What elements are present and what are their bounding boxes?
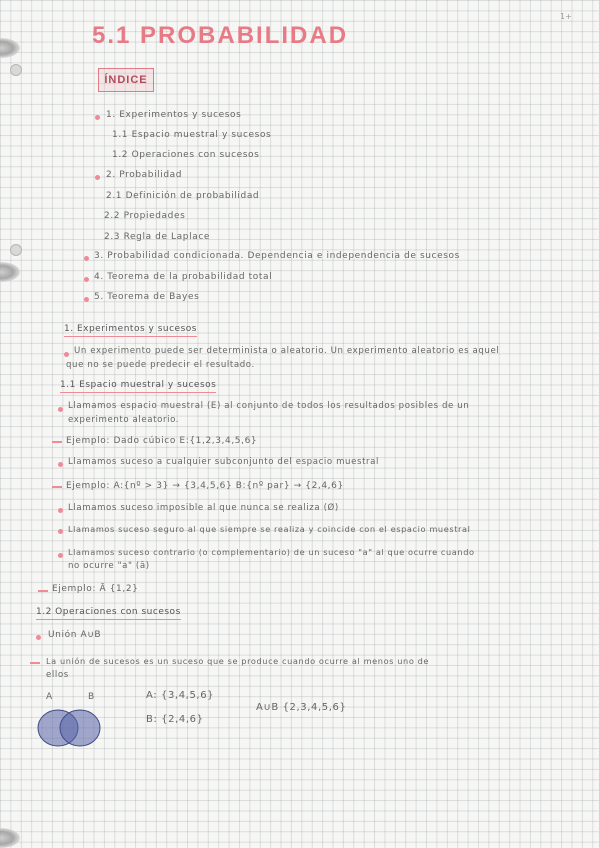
punch-hole <box>10 244 22 256</box>
body-text: Llamamos suceso contrario (o complementario) de un suceso "a" al que ocurre cuando <box>68 547 475 557</box>
index-item: 1.1 Espacio muestral y sucesos <box>112 130 272 140</box>
union-label: Unión A∪B <box>48 630 102 640</box>
section-heading-experiments: 1. Experimentos y sucesos <box>64 324 197 337</box>
dash-icon <box>38 590 48 592</box>
section-heading-sample-space: 1.1 Espacio muestral y sucesos <box>60 380 216 393</box>
example-text: Ejemplo: Ā {1,2} <box>52 584 139 594</box>
body-text: no ocurre "a" (ā) <box>68 561 150 571</box>
bullet-icon <box>36 635 41 640</box>
index-item: 1.2 Operaciones con sucesos <box>112 150 260 160</box>
index-item: 2.2 Propiedades <box>104 211 186 221</box>
dash-icon <box>30 662 40 664</box>
set-b: B: {2,4,6} <box>146 714 204 725</box>
index-item: 4. Teorema de la probabilidad total <box>94 272 273 282</box>
bullet-icon <box>84 256 89 261</box>
example-text: Ejemplo: Dado cúbico E:{1,2,3,4,5,6} <box>66 436 258 446</box>
bullet-icon <box>84 277 89 282</box>
index-item: 1. Experimentos y sucesos <box>106 110 242 120</box>
body-text: Un experimento puede ser determinista o aleatorio. Un experimento aleatorio es aquel <box>74 346 500 356</box>
binder-ring-top <box>0 38 20 58</box>
binder-ring-middle <box>0 262 20 282</box>
index-item: 3. Probabilidad condicionada. Dependencia e independencia de sucesos <box>94 251 460 261</box>
example-text: Ejemplo: A:{nº > 3} → {3,4,5,6} B:{nº par} → {2,4,6} <box>66 481 344 491</box>
body-text: ellos <box>46 670 69 680</box>
index-item: 5. Teorema de Bayes <box>94 292 200 302</box>
body-text: Llamamos suceso seguro al que siempre se realiza y coincide con el espacio muestral <box>68 524 471 534</box>
index-heading: ÍNDICE <box>98 68 154 92</box>
bullet-icon <box>58 553 63 558</box>
punch-hole <box>10 64 22 76</box>
bullet-icon <box>95 175 100 180</box>
bullet-icon <box>58 529 63 534</box>
venn-diagram-union <box>36 706 106 750</box>
dash-icon <box>52 486 62 488</box>
bullet-icon <box>84 297 89 302</box>
dash-icon <box>52 441 62 443</box>
index-item: 2.1 Definición de probabilidad <box>106 191 260 201</box>
page-corner-mark: 1+ <box>560 12 572 21</box>
body-text: La unión de sucesos es un suceso que se produce cuando ocurre al menos uno de <box>46 656 430 666</box>
body-text: experimento aleatorio. <box>68 415 180 425</box>
binder-ring-bottom <box>0 828 20 848</box>
index-item: 2.3 Regla de Laplace <box>104 232 211 242</box>
venn-label-a: A <box>46 692 53 702</box>
body-text: Llamamos suceso a cualquier subconjunto del espacio muestral <box>68 457 380 467</box>
bullet-icon <box>64 352 69 357</box>
set-union: A∪B {2,3,4,5,6} <box>256 702 347 713</box>
page-title: 5.1 PROBABILIDAD <box>92 22 349 49</box>
index-item: 2. Probabilidad <box>106 170 183 180</box>
bullet-icon <box>95 115 100 120</box>
bullet-icon <box>58 508 63 513</box>
bullet-icon <box>58 407 63 412</box>
body-text: Llamamos espacio muestral (E) al conjunto de todos los resultados posibles de un <box>68 401 470 411</box>
set-a: A: {3,4,5,6} <box>146 690 215 701</box>
section-heading-operations: 1.2 Operaciones con sucesos <box>36 607 181 620</box>
body-text: que no se puede predecir el resultado. <box>66 360 255 370</box>
venn-label-b: B <box>88 692 95 702</box>
body-text: Llamamos suceso imposible al que nunca se realiza (Ø) <box>68 503 339 513</box>
bullet-icon <box>58 462 63 467</box>
